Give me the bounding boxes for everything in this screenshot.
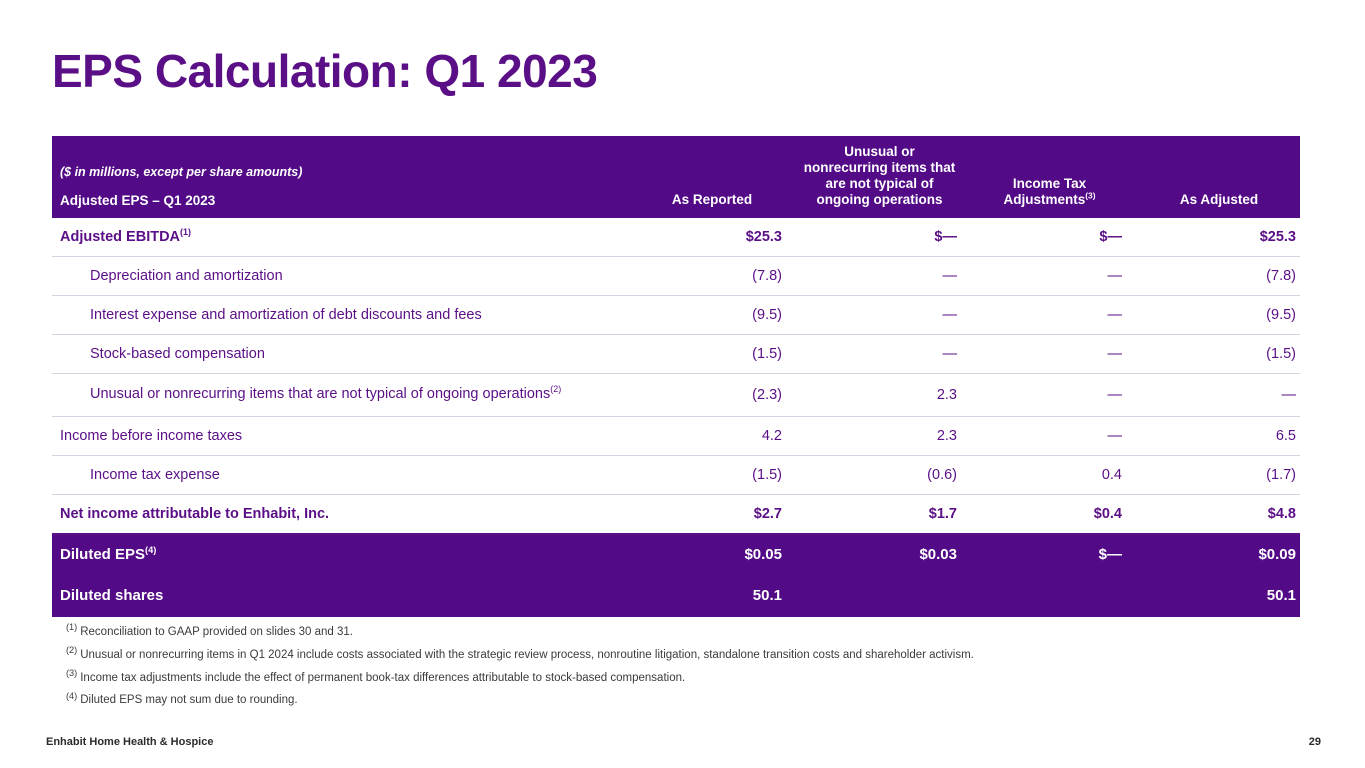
cell-value: $0.05 [632, 534, 792, 576]
cell-value: 50.1 [632, 575, 792, 616]
page-title: EPS Calculation: Q1 2023 [52, 45, 598, 97]
footnote-1 [66, 622, 1266, 640]
footnote-2 [66, 644, 1266, 663]
row-label-unusual-items [52, 373, 632, 416]
cell-value: (7.8) [632, 256, 792, 295]
cell-value: $1.7 [792, 494, 967, 534]
cell-value [967, 575, 1132, 616]
row-label-income-tax-expense: Income tax expense [52, 455, 632, 494]
table-row-diluted-eps [52, 534, 1300, 576]
row-header-label: Adjusted EPS – Q1 2023 [60, 192, 216, 208]
table-row [52, 416, 1300, 455]
footnote-4 [66, 690, 1266, 708]
cell-value: (1.7) [1132, 455, 1300, 494]
footnote-1-text: Reconciliation to GAAP provided on slides 30 and 31. [80, 626, 353, 638]
row-label-text: Adjusted EBITDA [60, 228, 181, 245]
table-row [52, 494, 1300, 534]
column-header-income-tax-adjustments [967, 136, 1132, 218]
cell-value: — [792, 295, 967, 334]
cell-value: 2.3 [792, 373, 967, 416]
cell-value: $4.8 [1132, 494, 1300, 534]
cell-value: — [967, 295, 1132, 334]
cell-value: — [967, 256, 1132, 295]
cell-value: 2.3 [792, 416, 967, 455]
row-label-income-before-taxes: Income before income taxes [52, 416, 632, 455]
cell-value: — [792, 334, 967, 373]
column-header-as-adjusted: As Adjusted [1132, 136, 1300, 218]
cell-value: — [967, 373, 1132, 416]
header-row [52, 136, 1300, 218]
slide-page-number: 29 [1308, 736, 1321, 748]
cell-value: (1.5) [632, 334, 792, 373]
table-row [52, 295, 1300, 334]
row-label-depreciation-amortization: Depreciation and amortization [52, 256, 632, 295]
cell-value: $0.03 [792, 534, 967, 576]
row-label-sup: (4) [145, 545, 157, 556]
cell-value [792, 575, 967, 616]
eps-table [52, 136, 1300, 617]
footnotes [66, 622, 1266, 717]
row-label-stock-based-compensation: Stock-based compensation [52, 334, 632, 373]
row-label-text: Unusual or nonrecurring items that are not typical of ongoing operations [90, 386, 551, 403]
cell-value: (9.5) [632, 295, 792, 334]
cell-value: — [792, 256, 967, 295]
footnote-4-text: Diluted EPS may not sum due to rounding. [80, 694, 298, 707]
header-left-cell [52, 136, 632, 218]
cell-value: (0.6) [792, 455, 967, 494]
cell-value: (2.3) [632, 373, 792, 416]
cell-value: (7.8) [1132, 256, 1300, 295]
footnote-3-text: Income tax adjustments include the effect of permanent book-tax differences attributable to stock-based compensation. [80, 671, 686, 684]
footnote-2-marker: (2) [66, 644, 78, 655]
row-label-diluted-eps [52, 534, 632, 576]
table-row [52, 256, 1300, 295]
cell-value: (9.5) [1132, 295, 1300, 334]
row-label-sup: (2) [550, 384, 562, 395]
column-header-income-tax-sup: (3) [1085, 190, 1096, 201]
table-body [52, 218, 1300, 617]
table-header [52, 136, 1300, 218]
cell-value: 50.1 [1132, 575, 1300, 616]
table-row [52, 334, 1300, 373]
cell-value: (1.5) [1132, 334, 1300, 373]
cell-value: 0.4 [967, 455, 1132, 494]
footnote-3 [66, 667, 1266, 686]
footer-company-name: Enhabit Home Health & Hospice [46, 736, 214, 748]
cell-value: — [967, 334, 1132, 373]
table-row [52, 455, 1300, 494]
row-label-sup: (1) [180, 226, 192, 237]
cell-value: $25.3 [1132, 218, 1300, 257]
cell-value: $— [967, 534, 1132, 576]
row-label-net-income: Net income attributable to Enhabit, Inc. [52, 494, 632, 534]
eps-table-container [52, 136, 1300, 617]
footnote-1-marker: (1) [66, 622, 78, 633]
row-label-interest-expense: Interest expense and amortization of debt discounts and fees [52, 295, 632, 334]
cell-value: 4.2 [632, 416, 792, 455]
cell-value: $0.09 [1132, 534, 1300, 576]
row-label-diluted-shares: Diluted shares [52, 575, 632, 616]
column-header-income-tax-adjustments-text: Income Tax Adjustments [1003, 175, 1087, 207]
footnote-3-marker: (3) [66, 667, 78, 678]
row-label-adjusted-ebitda [52, 218, 632, 257]
cell-value: $2.7 [632, 494, 792, 534]
cell-value: — [967, 416, 1132, 455]
column-header-as-reported: As Reported [632, 136, 792, 218]
cell-value: 6.5 [1132, 416, 1300, 455]
table-row-diluted-shares [52, 575, 1300, 616]
footnote-4-marker: (4) [66, 690, 78, 701]
units-note: ($ in millions, except per share amounts) [60, 164, 303, 179]
footnote-2-text: Unusual or nonrecurring items in Q1 2024 include costs associated with the strategic review process, nonroutine litigation, standalone transition costs and shareholder activism. [80, 648, 974, 661]
table-row [52, 373, 1300, 416]
cell-value: — [1132, 373, 1300, 416]
table-row [52, 218, 1300, 257]
cell-value: $— [792, 218, 967, 257]
cell-value: $— [967, 218, 1132, 257]
cell-value: (1.5) [632, 455, 792, 494]
cell-value: $25.3 [632, 218, 792, 257]
row-label-text: Diluted EPS [60, 546, 146, 564]
column-header-unusual-items: Unusual or nonrecurring items that are not typical of ongoing operations [792, 136, 967, 218]
cell-value: $0.4 [967, 494, 1132, 534]
